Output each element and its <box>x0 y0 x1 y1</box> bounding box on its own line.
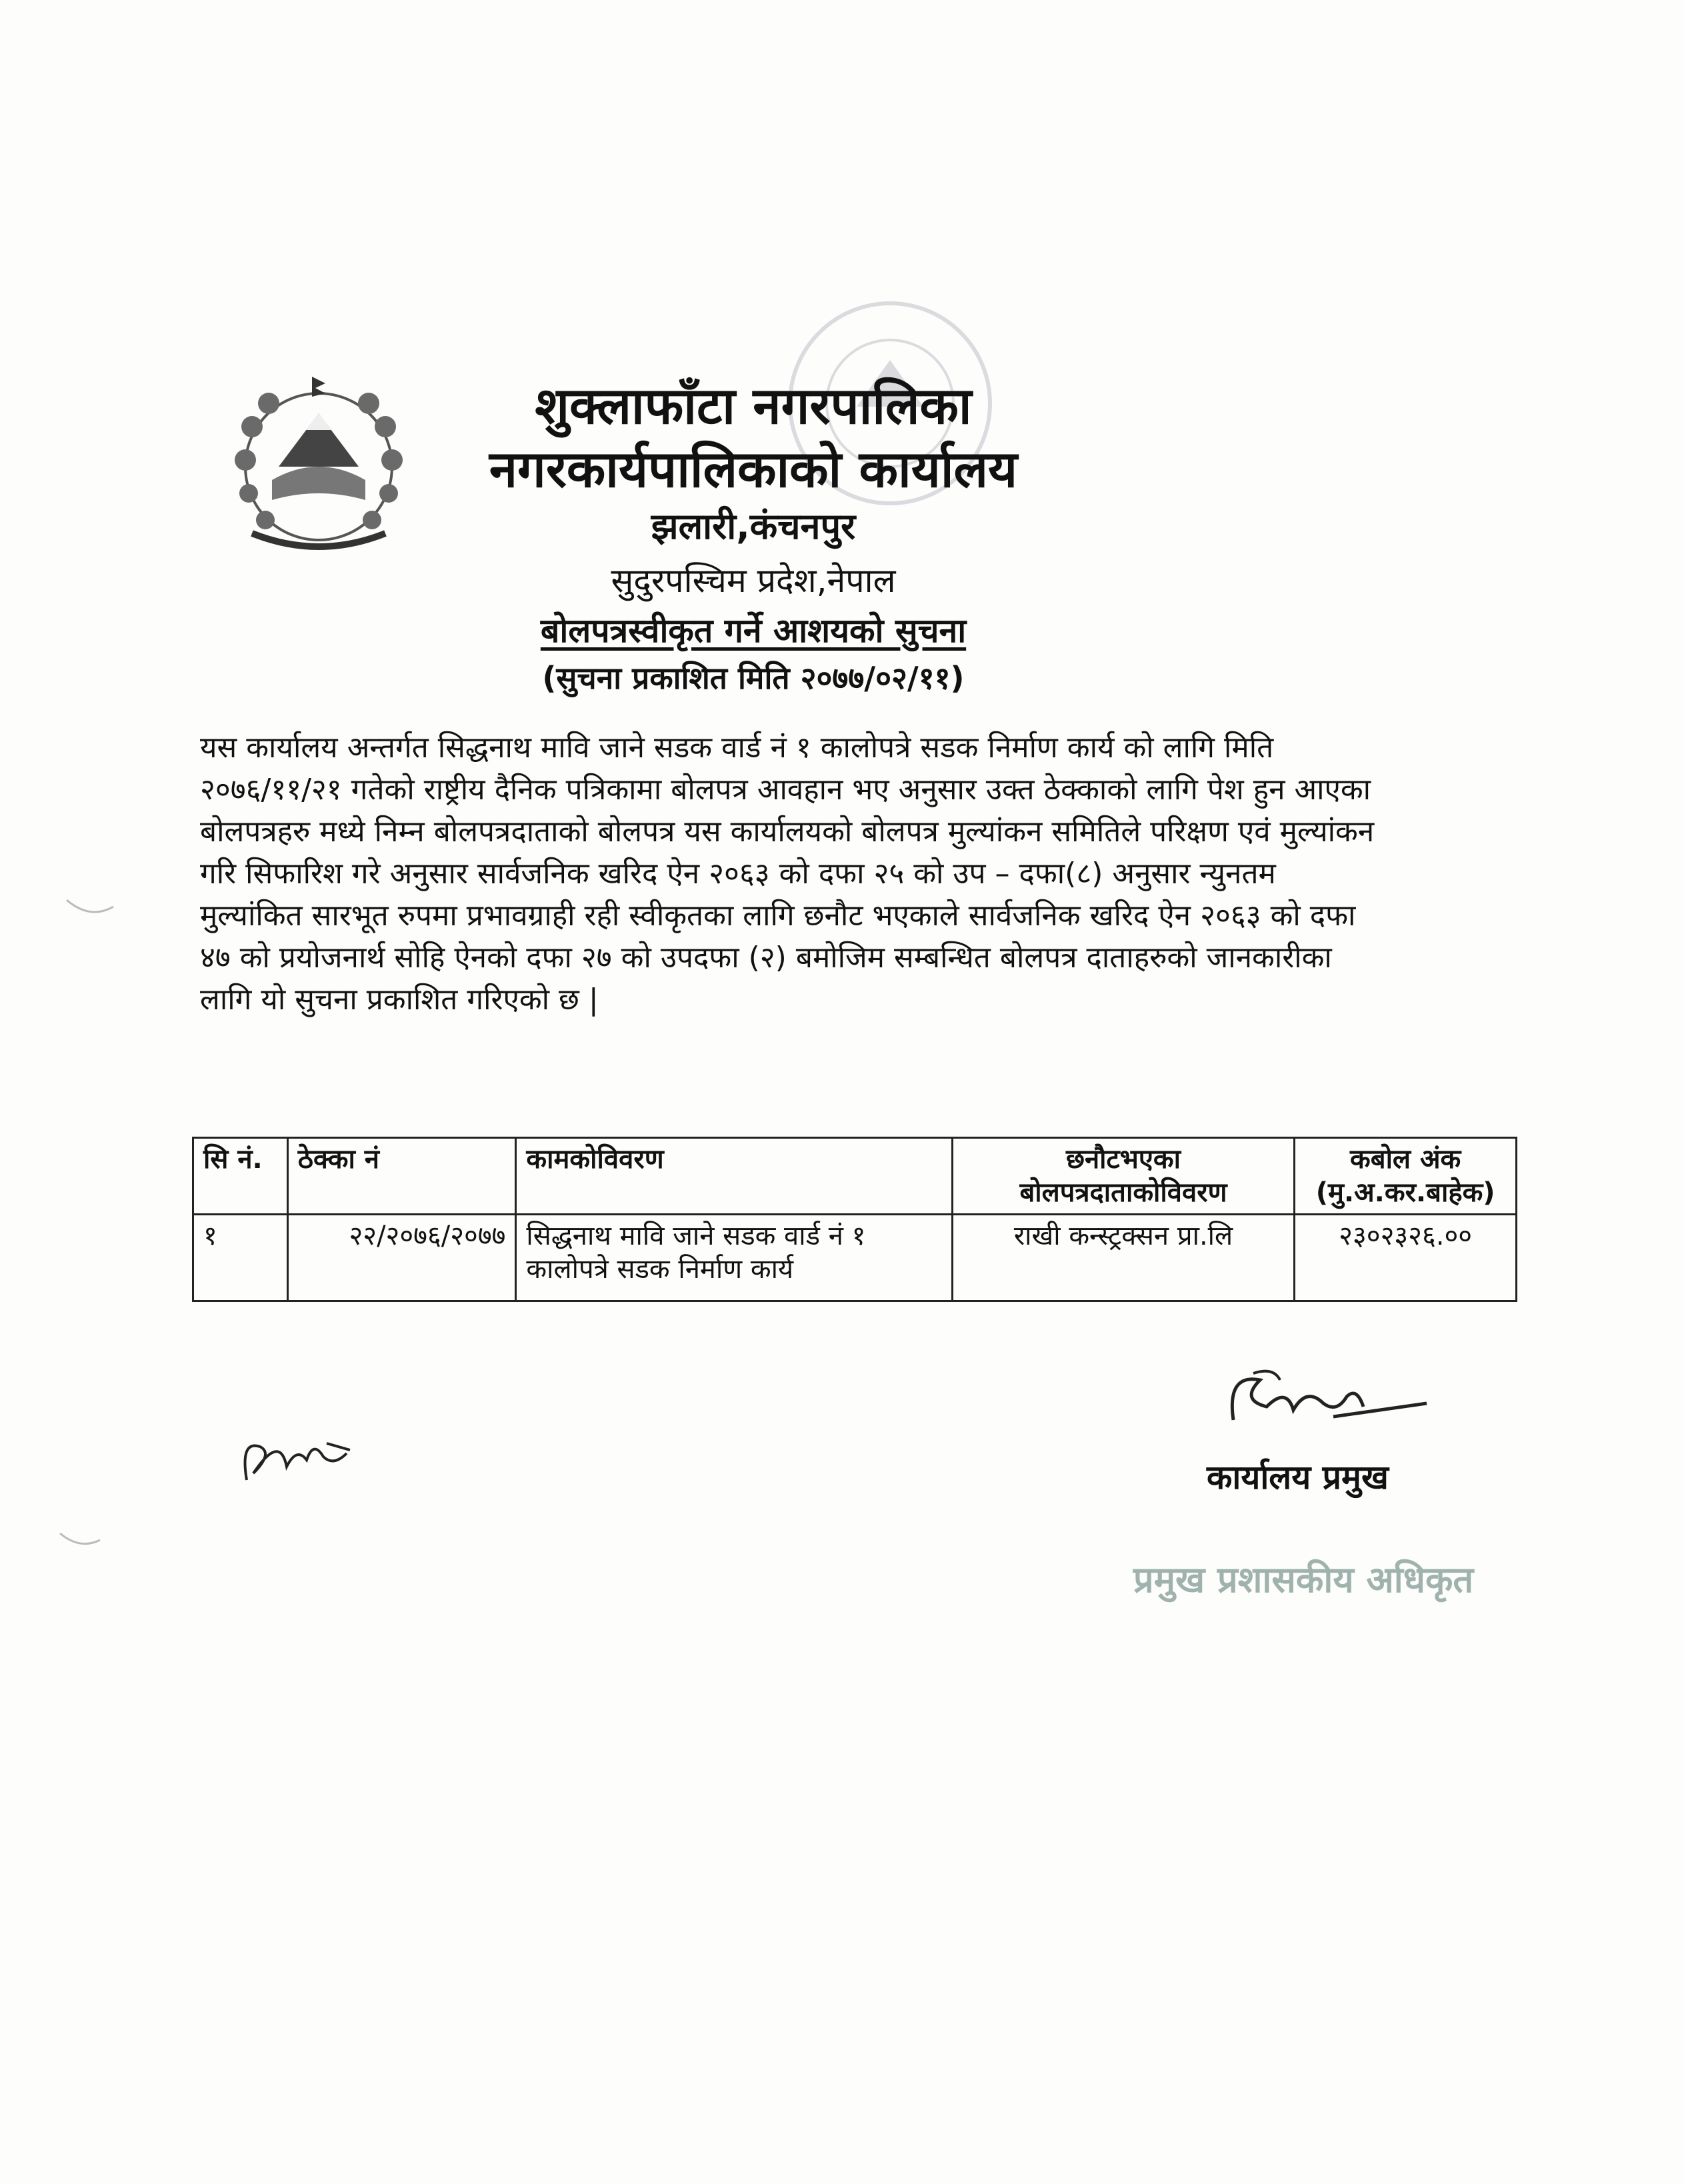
signature-right <box>1213 1360 1433 1447</box>
award-table <box>192 1137 1517 1302</box>
office-name: नगरकार्यपालिकाको कार्यालय <box>489 439 1018 499</box>
table-row <box>193 1215 1517 1301</box>
body-line: लागि यो सुचना प्रकाशित गरिएको छ | <box>200 983 599 1017</box>
province-name: सुदुरपस्चिम प्रदेश,नेपाल <box>611 561 896 600</box>
body-line: गरि सिफारिश गरे अनुसार सार्वजनिक खरिद ऐन २०६३ को दफा २५ को उप – दफा(८) अनुसार न्युनतम <box>200 857 1276 891</box>
signature-left <box>233 1420 367 1500</box>
cell-sn: १ <box>193 1215 288 1301</box>
officer-stamp: प्रमुख प्रशासकीय अधिकृत <box>1133 1559 1474 1601</box>
body-line: यस कार्यालय अन्तर्गत सिद्धनाथ मावि जाने सडक वार्ड नं १ कालोपत्रे सडक निर्माण कार्य को लागि मिति <box>200 731 1274 765</box>
header-bid-amount: कबोल अंक (मु.अ.कर.बाहेक) <box>1295 1138 1517 1215</box>
notice-body <box>200 727 1493 1021</box>
header-work-description: कामकोविवरण <box>516 1138 952 1215</box>
cell-work-description: सिद्धनाथ मावि जाने सडक वार्ड नं १ कालोपत्रे सडक निर्माण कार्य <box>516 1215 952 1301</box>
header-bidder: छनौटभएका बोलपत्रदाताकोविवरण <box>952 1138 1295 1215</box>
cell-bidder: राखी कन्स्ट्रक्सन प्रा.लि <box>952 1215 1295 1301</box>
body-line: ४७ को प्रयोजनार्थ सोहि ऐनको दफा २७ को उपदफा (२) बमोजिम सम्बन्धित बोलपत्र दाताहरुको जानकारीका <box>200 941 1332 975</box>
office-head-title: कार्यालय प्रमुख <box>1207 1458 1389 1497</box>
published-date: (सुचना प्रकाशित मिति २०७७/०२/११) <box>542 660 965 696</box>
cell-contract-no: २२/२०७६/२०७७ <box>287 1215 516 1301</box>
cell-bid-amount: २३०२३२६.०० <box>1295 1215 1517 1301</box>
scan-mark <box>63 893 117 920</box>
body-line: २०७६/११/२१ गतेको राष्ट्रीय दैनिक पत्रिकामा बोलपत्र आवहान भए अनुसार उक्त ठेक्काको लागि पेश हुन आएका <box>200 773 1371 807</box>
scan-mark <box>57 1527 103 1553</box>
body-line: मुल्यांकित सारभूत रुपमा प्रभावग्राही रही स्वीकृतका लागि छनौट भएकाले सार्वजनिक खरिद ऐन २०६३ को दफा <box>200 899 1356 933</box>
notice-title: बोलपत्रस्वीकृत गर्ने आशयको सुचना <box>540 611 967 650</box>
table-header-row <box>193 1138 1517 1215</box>
municipality-name: शुक्लाफाँटा नगरपालिका <box>535 376 972 435</box>
header-contract-no: ठेक्का नं <box>287 1138 516 1215</box>
office-address: झलारी,कंचनपुर <box>651 505 856 547</box>
header-sn: सि नं. <box>193 1138 288 1215</box>
body-line: बोलपत्रहरु मध्ये निम्न बोलपत्रदाताको बोलपत्र यस कार्यालयको बोलपत्र मुल्यांकन समितिले परिक्षण एवं मुल्यांकन <box>200 815 1375 849</box>
